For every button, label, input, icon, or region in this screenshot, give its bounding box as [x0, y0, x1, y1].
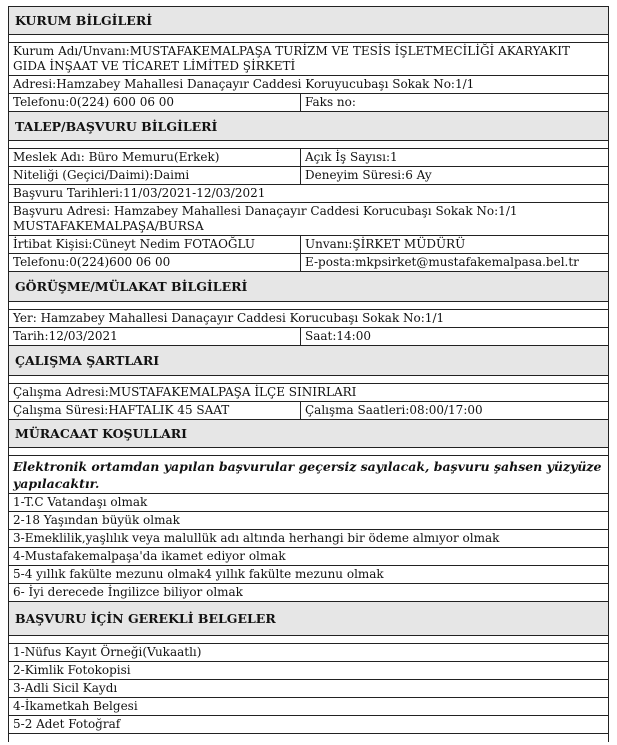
muracaat-item: 3-Emeklilik,yaşlılık veya malullük adı altında herhangi bir ödeme almıyor olmak — [9, 530, 608, 548]
belge-item: 1-Nüfus Kayıt Örneği(Vukaatlı) — [9, 644, 608, 662]
kurum-adi: Kurum Adı/Unvanı:MUSTAFAKEMALPAŞA TURİZM VE TESİS İŞLETMECİLİĞİ AKARYAKIT GIDA İNŞAAT VE TİCARET LİMİTED ŞİRKETİ — [9, 43, 608, 76]
muracaat-item: 2-18 Yaşından büyük olmak — [9, 512, 608, 530]
kurum-contact-row — [9, 94, 608, 112]
section-header-kurum: KURUM BİLGİLERİ — [9, 7, 608, 35]
talep-meslek: Meslek Adı: Büro Memuru(Erkek) — [9, 149, 301, 166]
talep-row-3 — [9, 236, 608, 254]
talep-row-1 — [9, 149, 608, 167]
spacer — [9, 141, 608, 149]
talep-adres: Başvuru Adresi: Hamzabey Mahallesi Danaçayır Caddesi Korucubaşı Sokak No:1/1 MUSTAFAKEMALPAŞA/BURSA — [9, 203, 608, 236]
gorusme-tarih: Tarih:12/03/2021 — [9, 328, 301, 345]
spacer — [9, 302, 608, 310]
section-header-belgeler: BAŞVURU İÇİN GEREKLİ BELGELER — [9, 602, 608, 636]
gorusme-saat: Saat:14:00 — [305, 329, 371, 343]
spacer — [9, 376, 608, 384]
gorusme-row — [9, 328, 608, 346]
talep-tarihler: Başvuru Tarihleri:11/03/2021-12/03/2021 — [9, 185, 608, 203]
muracaat-item: 1-T.C Vatandaşı olmak — [9, 494, 608, 512]
job-posting-form — [8, 6, 609, 742]
section-header-calisma: ÇALIŞMA ŞARTLARI — [9, 346, 608, 376]
muracaat-item: 6- İyi derecede İngilizce biliyor olmak — [9, 584, 608, 602]
calisma-saatler: Çalışma Saatleri:08:00/17:00 — [305, 403, 483, 417]
kurum-adres: Adresi:Hamzabey Mahallesi Danaçayır Caddesi Koruyucubaşı Sokak No:1/1 — [9, 76, 608, 94]
spacer — [9, 636, 608, 644]
section-header-gorusme: GÖRÜŞME/MÜLAKAT BİLGİLERİ — [9, 272, 608, 302]
muracaat-notice: Elektronik ortamdan yapılan başvurular geçersiz sayılacak, başvuru şahsen yüzyüze yapılacaktır. — [9, 456, 608, 494]
muracaat-item: 5-4 yıllık fakülte mezunu olmak4 yıllık fakülte mezunu olmak — [9, 566, 608, 584]
talep-eposta: E-posta:mkpsirket@mustafakemalpasa.bel.tr — [305, 255, 579, 269]
gorusme-yer: Yer: Hamzabey Mahallesi Danaçayır Caddesi Korucubaşı Sokak No:1/1 — [9, 310, 608, 328]
talep-row-4 — [9, 254, 608, 272]
belge-item: 3-Adli Sicil Kaydı — [9, 680, 608, 698]
spacer — [9, 35, 608, 43]
talep-deneyim: Deneyim Süresi:6 Ay — [305, 168, 432, 182]
talep-row-2 — [9, 167, 608, 185]
belge-item: 5-2 Adet Fotoğraf — [9, 716, 608, 734]
section-header-talep: TALEP/BAŞVURU BİLGİLERİ — [9, 112, 608, 141]
muracaat-item: 4-Mustafakemalpaşa'da ikamet ediyor olmak — [9, 548, 608, 566]
calisma-adres: Çalışma Adresi:MUSTAFAKEMALPAŞA İLÇE SINIRLARI — [9, 384, 608, 402]
talep-unvani: Unvanı:ŞİRKET MÜDÜRÜ — [305, 237, 466, 251]
belge-item: 4-İkametkah Belgesi — [9, 698, 608, 716]
talep-acik-is: Açık İş Sayısı:1 — [305, 150, 398, 164]
belge-item: 2-Kimlik Fotokopisi — [9, 662, 608, 680]
calisma-sure: Çalışma Süresi:HAFTALIK 45 SAAT — [9, 402, 301, 419]
talep-irtibat: İrtibat Kişisi:Cüneyt Nedim FOTAOĞLU — [9, 236, 301, 253]
calisma-row — [9, 402, 608, 420]
section-header-muracaat: MÜRACAAT KOŞULLARI — [9, 420, 608, 448]
talep-niteligi: Niteliği (Geçici/Daimi):Daimi — [9, 167, 301, 184]
trailing-blank-row — [9, 734, 608, 742]
talep-telefon: Telefonu:0(224)600 06 00 — [9, 254, 301, 271]
kurum-telefon: Telefonu:0(224) 600 06 00 — [9, 94, 301, 111]
spacer — [9, 448, 608, 456]
kurum-faks: Faks no: — [305, 95, 356, 109]
